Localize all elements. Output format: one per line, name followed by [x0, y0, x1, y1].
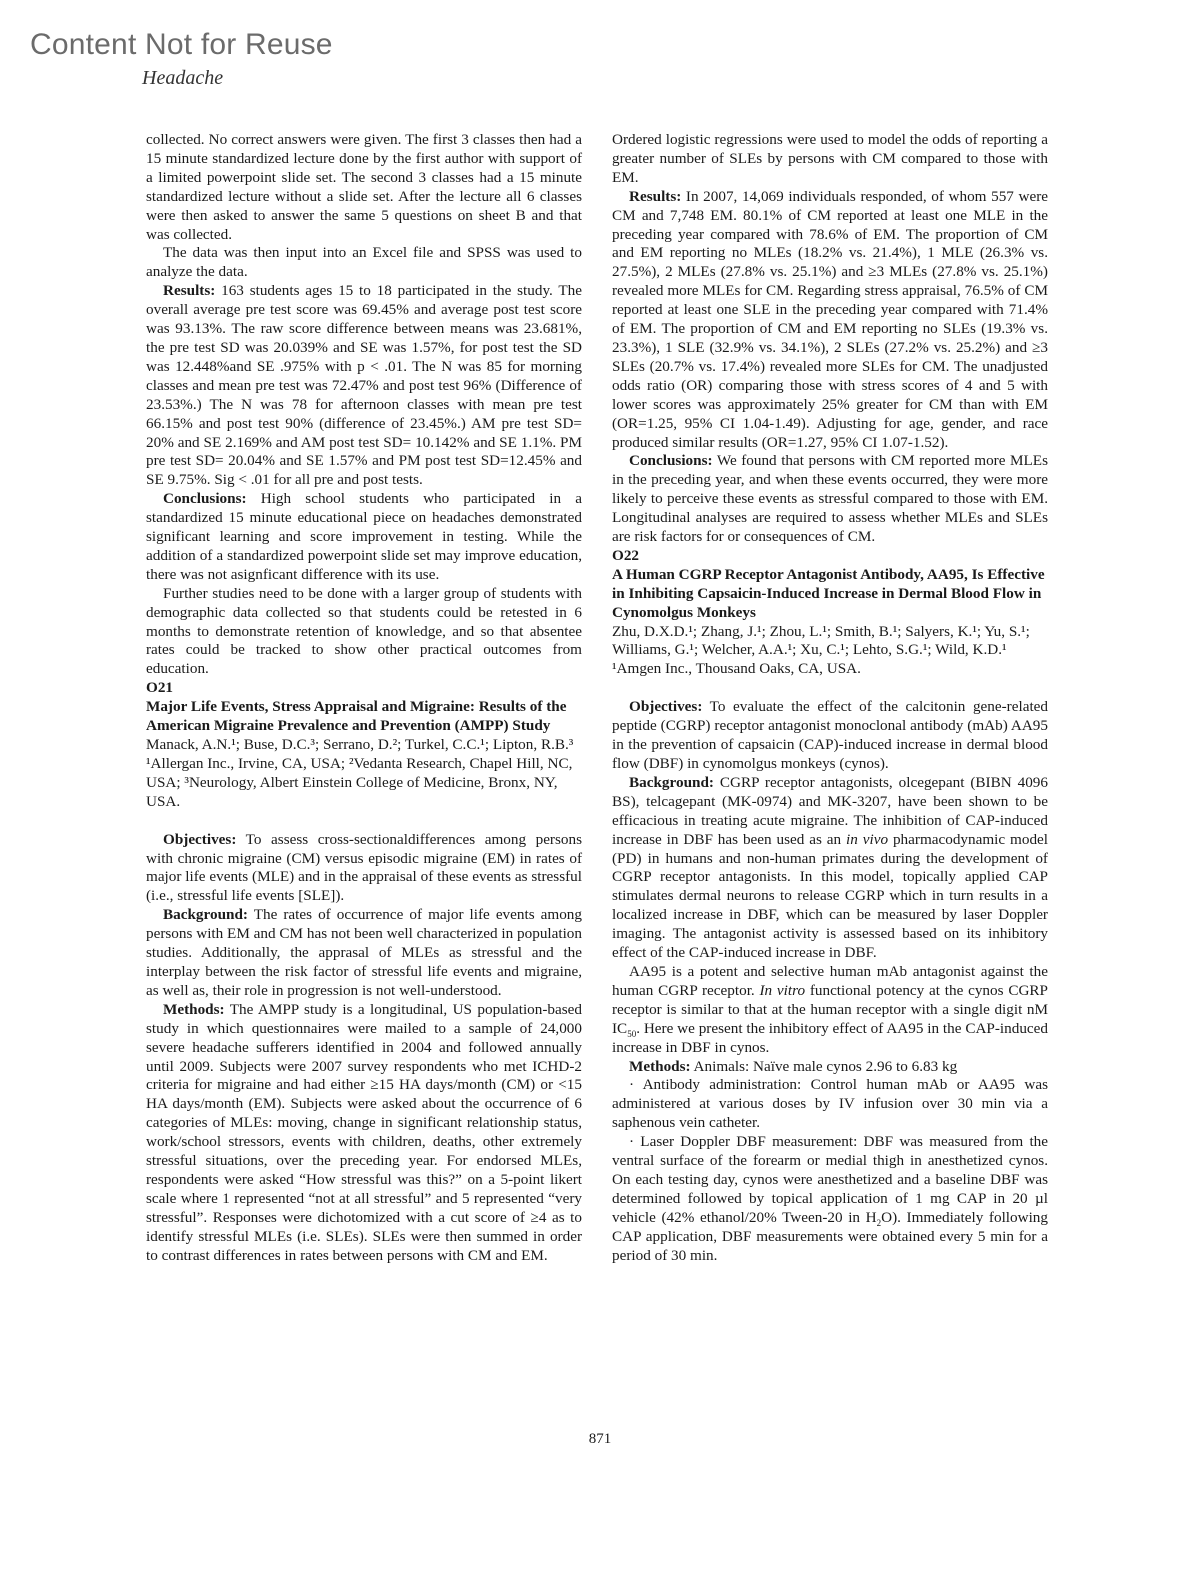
paragraph: Ordered logistic regressions were used to model the odds of reporting a greater number of SLEs by persons with CM compared to those with EM. — [612, 131, 1048, 186]
methods-paragraph: Methods: Animals: Naïve male cynos 2.96 to 6.83 kg — [629, 1057, 958, 1075]
watermark: Content Not for Reuse — [30, 28, 333, 61]
abstract-title: A Human CGRP Receptor Antagonist Antibody, AA95, Is Effective in Inhibiting Capsaicin-Induced Increase in Dermal Blood Flow in Cynomolgus Monkeys — [612, 565, 1045, 621]
results-paragraph: Results: In 2007, 14,069 individuals responded, of whom 557 were CM and 7,748 EM. 80.1% of CM reported at least one MLE in the preceding year compared with 78.6% of EM. The proportion of CM and EM reporting no MLEs (18.2% vs. 21.4%), 1 MLE (26.3% vs. 27.5%), 2 MLEs (27.8% vs. 25.1%) and ≥3 MLEs (27.8% vs. 25.1%) revealed more MLEs for CM. Regarding stress appraisal, 76.5% of CM reported at least one SLE in the preceding year compared with 71.4% of EM. The proportion of CM and EM reporting no SLEs (19.3% vs. 23.3%), 1 SLE (32.9% vs. 34.1%), 2 SLEs (27.2% vs. 25.2%) and ≥3 SLEs (20.7% vs. 17.4%) revealed more SLEs for CM. The unadjusted odds ratio (OR) comparing those with stress scores of 4 and 5 with lower scores was approximately 25% greater for CM than with EM (OR=1.25, 95% CI 1.04-1.49). Adjusting for age, gender, and race produced similar results (OR=1.27, 95% CI 1.07-1.52). — [612, 187, 1048, 451]
methods-paragraph: Methods: The AMPP study is a longitudinal, US population-based study in which questionnaires were mailed to a sample of 24,000 severe headache sufferers identified in 2004 and followed annually until 2009. Subjects were 2007 survey respondents who met ICHD-2 criteria for migraine and had either ≥15 HA days/month (CM) or <15 HA days/month (EM). Subjects were asked about the occurrence of 6 categories of MLEs: moving, change in significant relationship status, work/school stressors, events with children, deaths, other extremely stressful situations, over the preceding year. For endorsed MLEs, respondents were asked “How stressful was this?” on a 5-point likert scale where 1 represented “not at all stressful” and 5 represented “very stressful”. Responses were dichotomized with a cut score of ≥4 as to identify stressful MLEs (i.e. SLEs). SLEs were then summed in order to contrast differences in rates between persons with CM and EM. — [146, 1000, 582, 1264]
section-label: Conclusions: — [629, 452, 713, 470]
conclusions-paragraph: Conclusions: We found that persons with CM reported more MLEs in the preceding year, and when these events occurred, they were more likely to perceive these events as stressful compared to those with EM. Longitudinal analyses are required to assess whether MLEs and SLEs are risk factors for or consequences of CM. — [612, 452, 1048, 546]
section-label: Results: — [163, 282, 216, 300]
paragraph: AA95 is a potent and selective human mAb antagonist against the human CGRP receptor. In vitro functional potency at the cynos CGRP receptor is similar to that at the human receptor with a single digit nM $IC_{50}$. Here we present the inhibitory effect of AA95 in the CAP-induced increase in DBF in cynos. — [612, 962, 1048, 1056]
objectives-paragraph: Objectives: To assess cross-sectionaldifferences among persons with chronic migraine (CM) versus episodic migraine (EM) in rates of major life events (MLE) and in the appraisal of these events as stressful (i.e., stressful life events [SLE]). — [146, 830, 582, 905]
section-label: Background: — [163, 906, 248, 924]
abstract-id: O21 — [146, 679, 174, 697]
abstract-title: Major Life Events, Stress Appraisal and Migraine: Results of the American Migraine Prevalence and Prevention (AMPP) Study — [146, 698, 567, 735]
section-label: Methods: — [629, 1057, 691, 1075]
section-label: Objectives: — [163, 830, 237, 848]
affiliations: ¹Amgen Inc., Thousand Oaks, CA, USA. — [612, 660, 861, 678]
paragraph: collected. No correct answers were given. The first 3 classes then had a 15 minute standardized lecture done by the first author with support of a limited powerpoint slide set. The second 3 classes had a 15 minute standardized lecture without a slide set. After the lecture all 6 classes were then asked to answer the same 5 questions on sheet B and that was collected. — [146, 131, 582, 243]
bullet-paragraph: · Antibody administration: Control human mAb or AA95 was administered at various doses by IV infusion over 30 min via a saphenous vein catheter. — [612, 1076, 1048, 1132]
paragraph: Further studies need to be done with a larger group of students with demographic data collected so that students could be retested in 6 months to demonstrate retention of knowledge, and so that absentee rates could be tracked to show other practical outcomes from education. — [146, 584, 582, 678]
abstract-id: O22 — [612, 546, 640, 564]
conclusions-paragraph: Conclusions: High school students who participated in a standardized 15 minute educational piece on headaches demonstrated significant learning and score improvement in testing. While the addition of a standardized powerpoint slide set may improve education, there was not asignficant difference with its use. — [146, 490, 582, 583]
bullet-paragraph: · Laser Doppler DBF measurement: DBF was measured from the ventral surface of the forearm or medial thigh in anesthetized cynos. On each testing day, cynos were anesthetized and a baseline DBF was determined followed by topical application of 1 mg CAP in 20 µl vehicle (42% ethanol/20% Tween-20 in $H_2O$). Immediately following CAP application, DBF measurements were obtained every 5 min for a period of 30 min. — [612, 1133, 1048, 1264]
paragraph: The data was then input into an Excel file and SPSS was used to analyze the data. — [146, 244, 582, 281]
left-column — [146, 131, 582, 1265]
section-label: Results: — [629, 187, 682, 205]
affiliations: ¹Allergan Inc., Irvine, CA, USA; ²Vedanta Research, Chapel Hill, NC, USA; ³Neurology, Albert Einstein College of Medicine, Bronx, NY, USA. — [146, 754, 573, 810]
section-label: Background: — [629, 773, 714, 791]
section-label: Conclusions: — [163, 490, 247, 508]
page-number: 871 — [588, 1431, 612, 1447]
results-paragraph: Results: 163 students ages 15 to 18 participated in the study. The overall average pre test score was 69.45% and average post test score was 93.13%. The raw score difference between means was 23.681%, the pre test SD was 20.039% and SE was 1.57%, for post test the SD was 12.448%and SE .975% with p < .01. The N was 85 for morning classes and mean pre test was 72.47% and post test 96% (Difference of 23.53%.) The N was 78 for afternoon classes with mean pre test 66.15% and post test 90% (difference of 23.45%.) AM pre test SD= 20% and SE 2.169% and AM post test SD= 10.142% and SE 1.1%. PM pre test SD= 20.04% and SE 1.57% and PM post test SD=12.45% and SE 9.75%. Sig < .01 for all pre and post tests. — [146, 282, 582, 489]
section-label: Methods: — [163, 1000, 225, 1018]
journal-name: Headache — [142, 67, 224, 89]
objectives-paragraph: Objectives: To evaluate the effect of the calcitonin gene-related peptide (CGRP) receptor antagonist monoclonal antibody (mAb) AA95 in the prevention of capsaicin (CAP)-induced increase in dermal blood flow (DBF) in cynomolgus monkeys (cynos). — [612, 698, 1048, 772]
background-paragraph: Background: CGRP receptor antagonists, olcegepant (BIBN 4096 BS), telcagepant (MK-0974) and MK-3207, have been shown to be efficacious in treating acute migraine. The inhibition of CAP-induced increase in DBF has been used as an in vivo pharmacodynamic model (PD) in humans and non-human primates during the development of CGRP receptor antagonists. In this model, topically applied CAP stimulates dermal neurons to release CGRP which in turn results in a localized increase in DBF, which can be measured by laser Doppler imaging. The antagonist activity is assessed based on its inhibitory effect of the CAP-induced increase in DBF. — [612, 773, 1048, 962]
background-paragraph: Background: The rates of occurrence of major life events among persons with EM and CM has not been well characterized in population studies. Additionally, the apprasal of MLEs as stressful and the interplay between the risk factor of stressful life events and migraine, as well as, their role in progression is not well-understood. — [146, 906, 582, 999]
section-label: Objectives: — [629, 698, 703, 716]
author-list: Manack, A.N.¹; Buse, D.C.³; Serrano, D.²; Turkel, C.C.¹; Lipton, R.B.³ — [146, 736, 574, 753]
right-column — [612, 131, 1048, 1265]
author-list: Zhu, D.X.D.¹; Zhang, J.¹; Zhou, L.¹; Smith, B.¹; Salyers, K.¹; Yu, S.¹; Williams, G.¹; Welcher, A.A.¹; Xu, C.¹; Lehto, S.G.¹; Wild, K.D.¹ — [612, 622, 1030, 659]
